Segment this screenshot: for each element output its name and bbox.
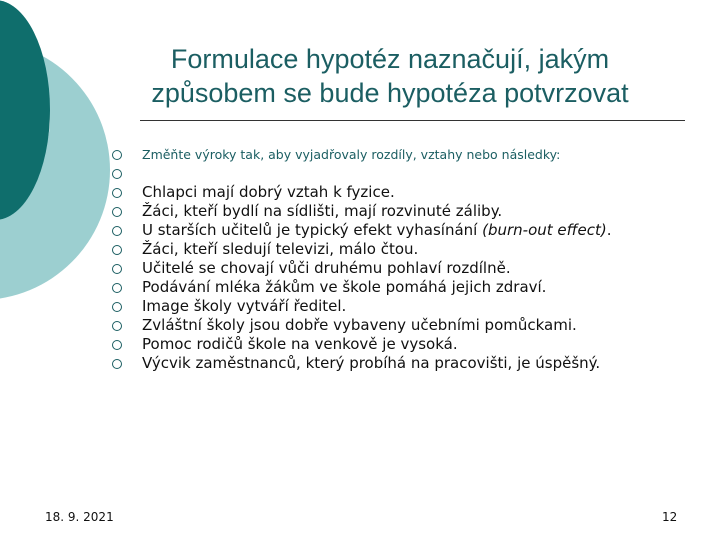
slide-title-line-1: Formulace hypotéz naznačují, jakým <box>170 44 610 74</box>
list-item <box>112 335 702 354</box>
bullet-icon <box>112 245 122 255</box>
bullet-icon <box>112 207 122 217</box>
list-item-empty <box>112 164 702 183</box>
list-item <box>112 316 702 335</box>
list-item <box>112 297 702 316</box>
bullet-icon <box>112 226 122 236</box>
list-item <box>112 354 702 373</box>
list-item <box>112 278 702 297</box>
list-item <box>112 240 702 259</box>
list-item <box>112 183 702 202</box>
bullet-icon <box>112 321 122 331</box>
page-number: 12 <box>662 510 678 524</box>
list-item <box>112 202 702 221</box>
bullet-list <box>112 145 702 373</box>
list-item <box>112 221 702 240</box>
bullet-icon <box>112 150 122 160</box>
list-item-text: Chlapci mají dobrý vztah k fyzice. <box>142 183 395 201</box>
bullet-icon <box>112 302 122 312</box>
list-item-italic: (burn-out effect) <box>482 221 607 239</box>
bullet-icon <box>112 169 122 179</box>
bullet-icon <box>112 264 122 274</box>
footer-date: 18. 9. 2021 <box>45 510 114 524</box>
bullet-icon <box>112 283 122 293</box>
list-item-text: U starších učitelů je typický efekt vyhasínání (burn-out effect). <box>142 221 612 239</box>
list-item-text: Pomoc rodičů škole na venkově je vysoká. <box>142 335 458 353</box>
list-item-text: Image školy vytváří ředitel. <box>142 297 347 315</box>
list-item-text: Žáci, kteří bydlí na sídlišti, mají rozvinuté záliby. <box>142 202 503 220</box>
list-item-text: Učitelé se chovají vůči druhému pohlaví rozdílně. <box>142 259 511 277</box>
list-item-text: Zvláštní školy jsou dobře vybaveny učebními pomůckami. <box>142 316 577 334</box>
list-item-text: Výcvik zaměstnanců, který probíhá na pracovišti, je úspěšný. <box>142 354 601 372</box>
slide-title <box>110 42 670 110</box>
title-divider <box>140 120 685 121</box>
slide-title-line-2: způsobem se bude hypotéza potvrzovat <box>151 78 629 108</box>
bullet-icon <box>112 188 122 198</box>
list-item-text: Podávání mléka žákům ve škole pomáhá jejich zdraví. <box>142 278 547 296</box>
bullet-icon <box>112 340 122 350</box>
instruction-text: Změňte výroky tak, aby vyjadřovaly rozdíly, vztahy nebo následky: <box>142 147 561 162</box>
bullet-icon <box>112 359 122 369</box>
list-item-text: Žáci, kteří sledují televizi, málo čtou. <box>142 240 419 258</box>
list-item-instruction <box>112 145 702 164</box>
list-item <box>112 259 702 278</box>
